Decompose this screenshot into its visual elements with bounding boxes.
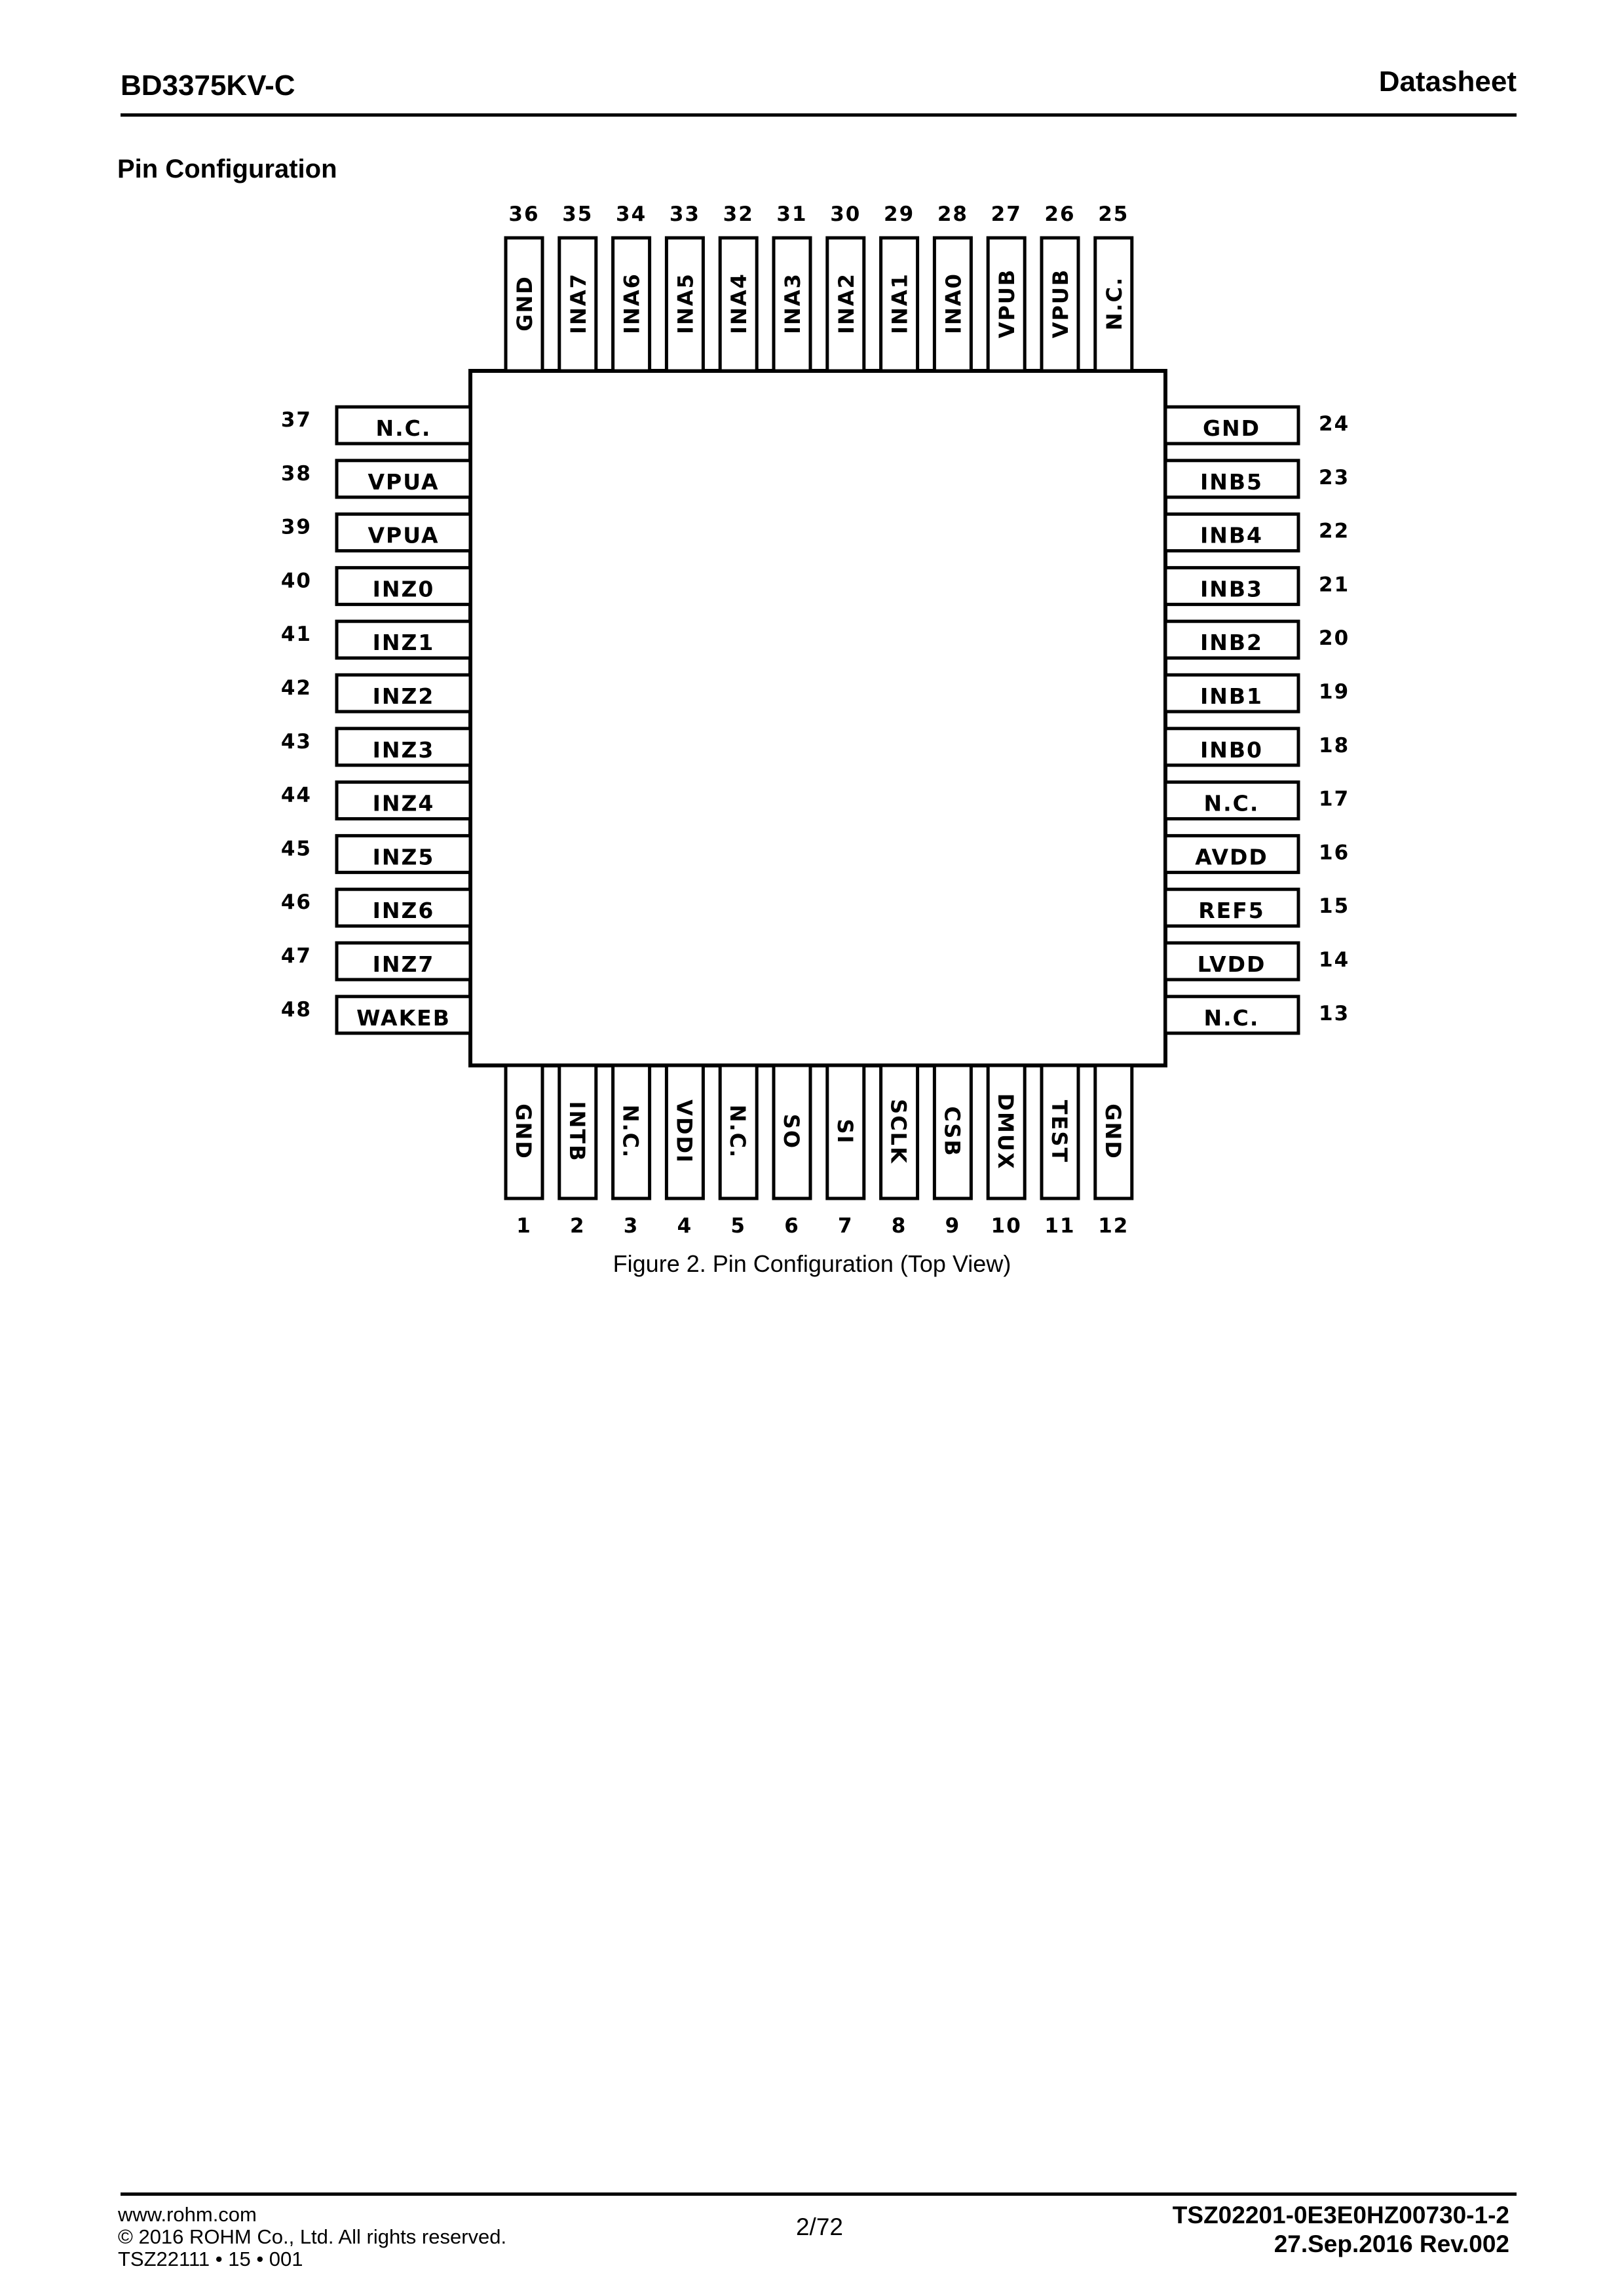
- pin-19-name: INB1: [1199, 683, 1264, 709]
- pin-26-name: VPUB: [1048, 268, 1073, 339]
- pin-42-name: INZ2: [372, 683, 435, 709]
- pin-14-number: 14: [1319, 948, 1350, 972]
- pin-37-number: 37: [280, 408, 312, 432]
- pin-6-number: 6: [784, 1214, 800, 1238]
- pin-3-name: N.C.: [618, 1104, 643, 1159]
- pin-37-name: N.C.: [375, 415, 432, 441]
- pin-5-number: 5: [730, 1214, 746, 1238]
- pin-15-name: REF5: [1198, 898, 1265, 924]
- pin-29-name: INA1: [887, 273, 913, 334]
- pin-18-name: INB0: [1199, 737, 1264, 763]
- pin-17-name: N.C.: [1203, 790, 1260, 816]
- pin-29-number: 29: [884, 202, 915, 226]
- pin-24-name: GND: [1202, 415, 1261, 441]
- pin-31-number: 31: [776, 202, 808, 226]
- pin-9-number: 9: [945, 1214, 961, 1238]
- pin-6-name: SO: [779, 1113, 804, 1150]
- pin-7-number: 7: [838, 1214, 854, 1238]
- pin-20-number: 20: [1319, 626, 1350, 651]
- pin-39-name: VPUA: [368, 522, 440, 548]
- doc-type: Datasheet: [1378, 66, 1517, 98]
- pin-2-number: 2: [570, 1214, 586, 1238]
- footer-form-code: TSZ22111 • 15 • 001: [118, 2248, 303, 2270]
- pin-39-number: 39: [280, 515, 312, 539]
- pin-23-name: INB5: [1199, 469, 1264, 495]
- pin-21-name: INB3: [1199, 576, 1264, 602]
- pin-27-number: 27: [991, 202, 1022, 226]
- pin-32-number: 32: [723, 202, 754, 226]
- pin-33-name: INA5: [673, 273, 698, 334]
- pin-30-name: INA2: [833, 273, 859, 334]
- pin-28-number: 28: [937, 202, 968, 226]
- pin-48-number: 48: [280, 997, 312, 1022]
- pin-38-name: VPUA: [368, 469, 440, 495]
- pin-47-name: INZ7: [372, 951, 435, 977]
- page-number: 2/72: [795, 2213, 843, 2240]
- pin-8-number: 8: [891, 1214, 907, 1238]
- pin-8-name: SCLK: [886, 1099, 911, 1164]
- footer-website: www.rohm.com: [118, 2203, 257, 2226]
- pin-38-number: 38: [280, 461, 312, 486]
- pin-44-number: 44: [280, 783, 312, 807]
- pin-34-name: INA6: [619, 273, 645, 334]
- footer-doc-id: TSZ02201-0E3E0HZ00730-1-2: [1172, 2202, 1509, 2229]
- pin-43-number: 43: [280, 729, 312, 754]
- section-title: Pin Configuration: [117, 155, 337, 183]
- pin-12-name: GND: [1100, 1103, 1125, 1160]
- pin-16-name: AVDD: [1195, 844, 1268, 870]
- pin-34-number: 34: [616, 202, 647, 226]
- pin-22-number: 22: [1319, 519, 1350, 543]
- pin-16-number: 16: [1319, 841, 1350, 865]
- pin-15-number: 15: [1319, 894, 1350, 919]
- footer-date-rev: 27.Sep.2016 Rev.002: [1274, 2230, 1509, 2257]
- pin-36-number: 36: [508, 202, 540, 226]
- pin-46-number: 46: [280, 890, 312, 915]
- pin-1-name: GND: [511, 1103, 536, 1160]
- pin-43-name: INZ3: [372, 737, 435, 763]
- pin-35-number: 35: [562, 202, 594, 226]
- pin-31-name: INA3: [780, 273, 805, 334]
- pin-28-name: INA0: [941, 273, 966, 334]
- pin-46-name: INZ6: [372, 898, 435, 924]
- footer-copyright: © 2016 ROHM Co., Ltd. All rights reserved.: [118, 2225, 507, 2248]
- pin-41-name: INZ1: [372, 630, 435, 656]
- pin-13-name: N.C.: [1203, 1004, 1260, 1031]
- pin-4-name: VDDI: [671, 1100, 697, 1164]
- pin-4-number: 4: [677, 1214, 693, 1238]
- pin-17-number: 17: [1319, 787, 1350, 811]
- pin-30-number: 30: [830, 202, 861, 226]
- pin-45-name: INZ5: [372, 844, 435, 870]
- pin-9-name: CSB: [939, 1106, 965, 1157]
- pin-42-number: 42: [280, 676, 312, 700]
- pin-11-number: 11: [1044, 1214, 1076, 1238]
- pin-48-name: WAKEB: [356, 1004, 451, 1031]
- pin-10-number: 10: [991, 1214, 1022, 1238]
- figure-caption: Figure 2. Pin Configuration (Top View): [613, 1250, 1011, 1277]
- pin-5-name: N.C.: [725, 1104, 751, 1159]
- pin-23-number: 23: [1319, 465, 1350, 489]
- pin-40-name: INZ0: [372, 576, 435, 602]
- pin-25-name: N.C.: [1101, 276, 1127, 331]
- pin-19-number: 19: [1319, 680, 1350, 704]
- pin-32-name: INA4: [727, 273, 752, 334]
- pin-22-name: INB4: [1199, 522, 1264, 548]
- pin-45-number: 45: [280, 837, 312, 861]
- pin-26-number: 26: [1044, 202, 1076, 226]
- pin-20-name: INB2: [1199, 630, 1264, 656]
- pin-44-name: INZ4: [372, 790, 435, 816]
- pin-33-number: 33: [669, 202, 700, 226]
- footer-rule: [121, 2192, 1517, 2196]
- pin-40-number: 40: [280, 569, 312, 593]
- pin-2-name: INTB: [564, 1101, 590, 1162]
- pin-41-number: 41: [280, 622, 312, 647]
- pin-27-name: VPUB: [994, 268, 1020, 339]
- pin-25-number: 25: [1098, 202, 1129, 226]
- pin-11-name: TEST: [1047, 1100, 1072, 1164]
- pin-1-number: 1: [516, 1214, 532, 1238]
- pin-18-number: 18: [1319, 733, 1350, 757]
- pin-7-name: SI: [832, 1119, 858, 1145]
- pin-36-name: GND: [512, 275, 537, 332]
- pin-14-name: LVDD: [1197, 951, 1266, 977]
- pin-3-number: 3: [623, 1214, 639, 1238]
- pin-35-name: INA7: [565, 273, 591, 334]
- package-body: [470, 371, 1165, 1065]
- pin-13-number: 13: [1319, 1001, 1350, 1025]
- pin-12-number: 12: [1098, 1214, 1129, 1238]
- part-number: BD3375KV-C: [121, 69, 295, 102]
- pin-24-number: 24: [1319, 412, 1350, 436]
- pin-10-name: DMUX: [993, 1093, 1019, 1170]
- pin-47-number: 47: [280, 944, 312, 968]
- pin-21-number: 21: [1319, 573, 1350, 597]
